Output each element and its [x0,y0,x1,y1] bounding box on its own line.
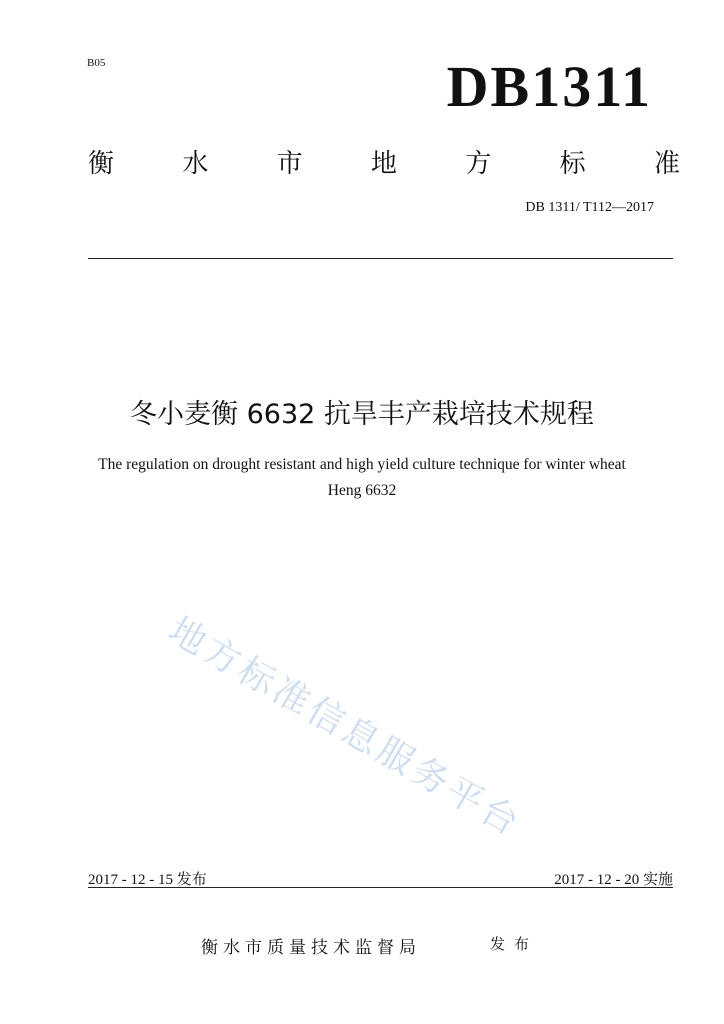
top-divider [88,258,673,259]
issue-date: 2017 - 12 - 15 发布 [88,872,207,888]
title-english-line2: Heng 6632 [327,482,397,499]
standard-name-char: 衡 [88,149,115,179]
standard-code: DB1311 [446,54,652,119]
standard-name-char: 水 [182,149,209,179]
bottom-divider [88,887,673,888]
issuer-name: 衡水市质量技术监督局 [201,938,421,958]
standard-name-char: 方 [465,149,492,179]
standard-name-char: 地 [370,149,397,179]
issue-label: 发布 [490,935,539,953]
title-chinese: 冬小麦衡 6632 抗旱丰产栽培技术规程 [130,399,594,430]
standard-name [88,143,680,180]
implementation-date: 2017 - 12 - 20 实施 [554,872,673,888]
title-english-line1: The regulation on drought resistant and high yield culture technique for winter wheat [98,456,626,473]
document-number: DB 1311/ T112—2017 [525,200,654,215]
standard-name-char: 标 [559,149,586,179]
classification-code: B05 [87,57,106,69]
standard-name-char: 准 [653,149,680,179]
watermark: 地方标准信息服务平台 [161,609,529,846]
standard-name-char: 市 [276,149,303,179]
